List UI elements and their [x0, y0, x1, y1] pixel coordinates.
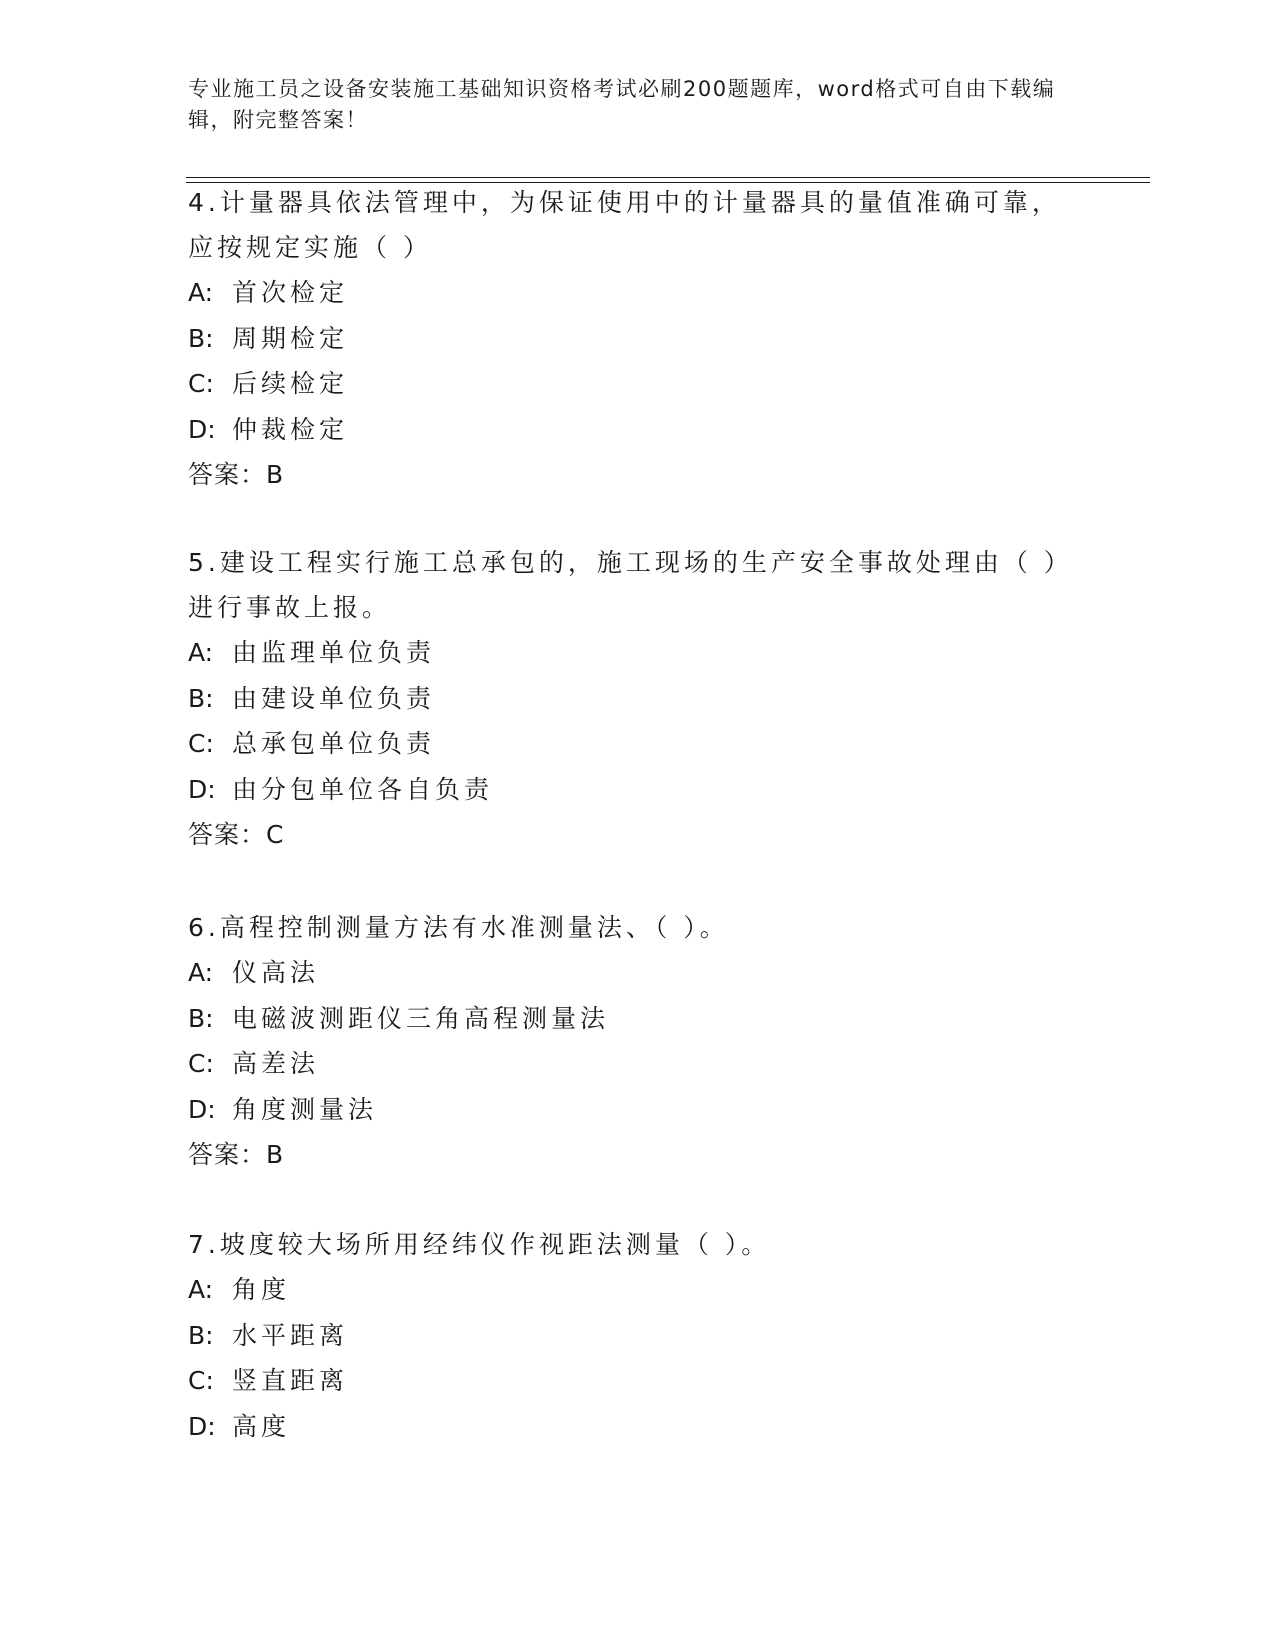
option-text: 由分包单位各自负责 — [232, 774, 494, 804]
option-d — [188, 407, 1088, 453]
option-c — [188, 1358, 1088, 1404]
option-d — [188, 1087, 1088, 1133]
option-a — [188, 950, 1088, 996]
option-letter: C: — [188, 1366, 214, 1395]
option-text: 竖直距离 — [232, 1366, 349, 1395]
option-b — [188, 1313, 1088, 1359]
option-letter: A: — [188, 958, 214, 987]
option-text: 由建设单位负责 — [232, 683, 436, 713]
option-a — [188, 270, 1088, 316]
option-text: 由监理单位负责 — [232, 638, 436, 667]
question-text-continued: 进行事故上报。 — [188, 593, 392, 622]
option-letter: A: — [188, 638, 214, 667]
question-4 — [188, 180, 1088, 497]
option-text: 角度测量法 — [232, 1094, 378, 1124]
option-letter: B: — [188, 1320, 214, 1350]
option-d — [188, 1404, 1088, 1450]
option-c — [188, 721, 1088, 767]
question-6 — [188, 905, 1088, 1177]
option-d — [188, 767, 1088, 813]
option-a — [188, 1267, 1088, 1313]
option-letter: B: — [188, 323, 214, 353]
option-text: 周期检定 — [232, 323, 349, 353]
option-letter: D: — [188, 774, 216, 804]
option-letter: C: — [188, 1049, 214, 1078]
option-text: 仲裁检定 — [232, 414, 349, 444]
question-text: 6.高程控制测量方法有水准测量法、（ ）。 — [188, 913, 729, 942]
question-text: 7.坡度较大场所用经纬仪作视距法测量（ ）。 — [188, 1230, 771, 1259]
option-c — [188, 361, 1088, 407]
option-a — [188, 630, 1088, 676]
option-text: 电磁波测距仪三角高程测量法 — [232, 1003, 610, 1033]
option-letter: B: — [188, 683, 214, 713]
answer: 答案：B — [188, 1140, 285, 1169]
answer: 答案：B — [188, 460, 285, 489]
option-letter: C: — [188, 369, 214, 398]
question-5 — [188, 540, 1088, 857]
option-text: 水平距离 — [232, 1320, 349, 1350]
option-letter: C: — [188, 729, 214, 758]
option-b — [188, 996, 1088, 1042]
option-text: 角度 — [232, 1275, 291, 1304]
option-letter: A: — [188, 1275, 214, 1304]
option-c — [188, 1041, 1088, 1087]
answer: 答案：C — [188, 820, 285, 849]
option-text: 首次检定 — [232, 278, 349, 307]
question-text: 5.建设工程实行施工总承包的，施工现场的生产安全事故处理由（ ） — [188, 548, 1073, 577]
option-letter: D: — [188, 1411, 216, 1441]
option-letter: D: — [188, 1094, 216, 1124]
option-text: 仪高法 — [232, 958, 320, 987]
option-text: 后续检定 — [232, 369, 349, 398]
option-b — [188, 316, 1088, 362]
option-text: 高差法 — [232, 1049, 320, 1078]
document-header: 专业施工员之设备安装施工基础知识资格考试必刷200题题库，word格式可自由下载编辑，附完整答案！ — [188, 77, 1056, 132]
option-text: 高度 — [232, 1411, 291, 1441]
option-text: 总承包单位负责 — [232, 729, 436, 758]
option-letter: D: — [188, 414, 216, 444]
option-letter: A: — [188, 278, 214, 307]
option-b — [188, 676, 1088, 722]
option-letter: B: — [188, 1003, 214, 1033]
question-7 — [188, 1222, 1088, 1449]
question-text: 4.计量器具依法管理中，为保证使用中的计量器具的量值准确可靠， — [188, 188, 1061, 217]
question-text-continued: 应按规定实施（ ） — [188, 233, 432, 262]
